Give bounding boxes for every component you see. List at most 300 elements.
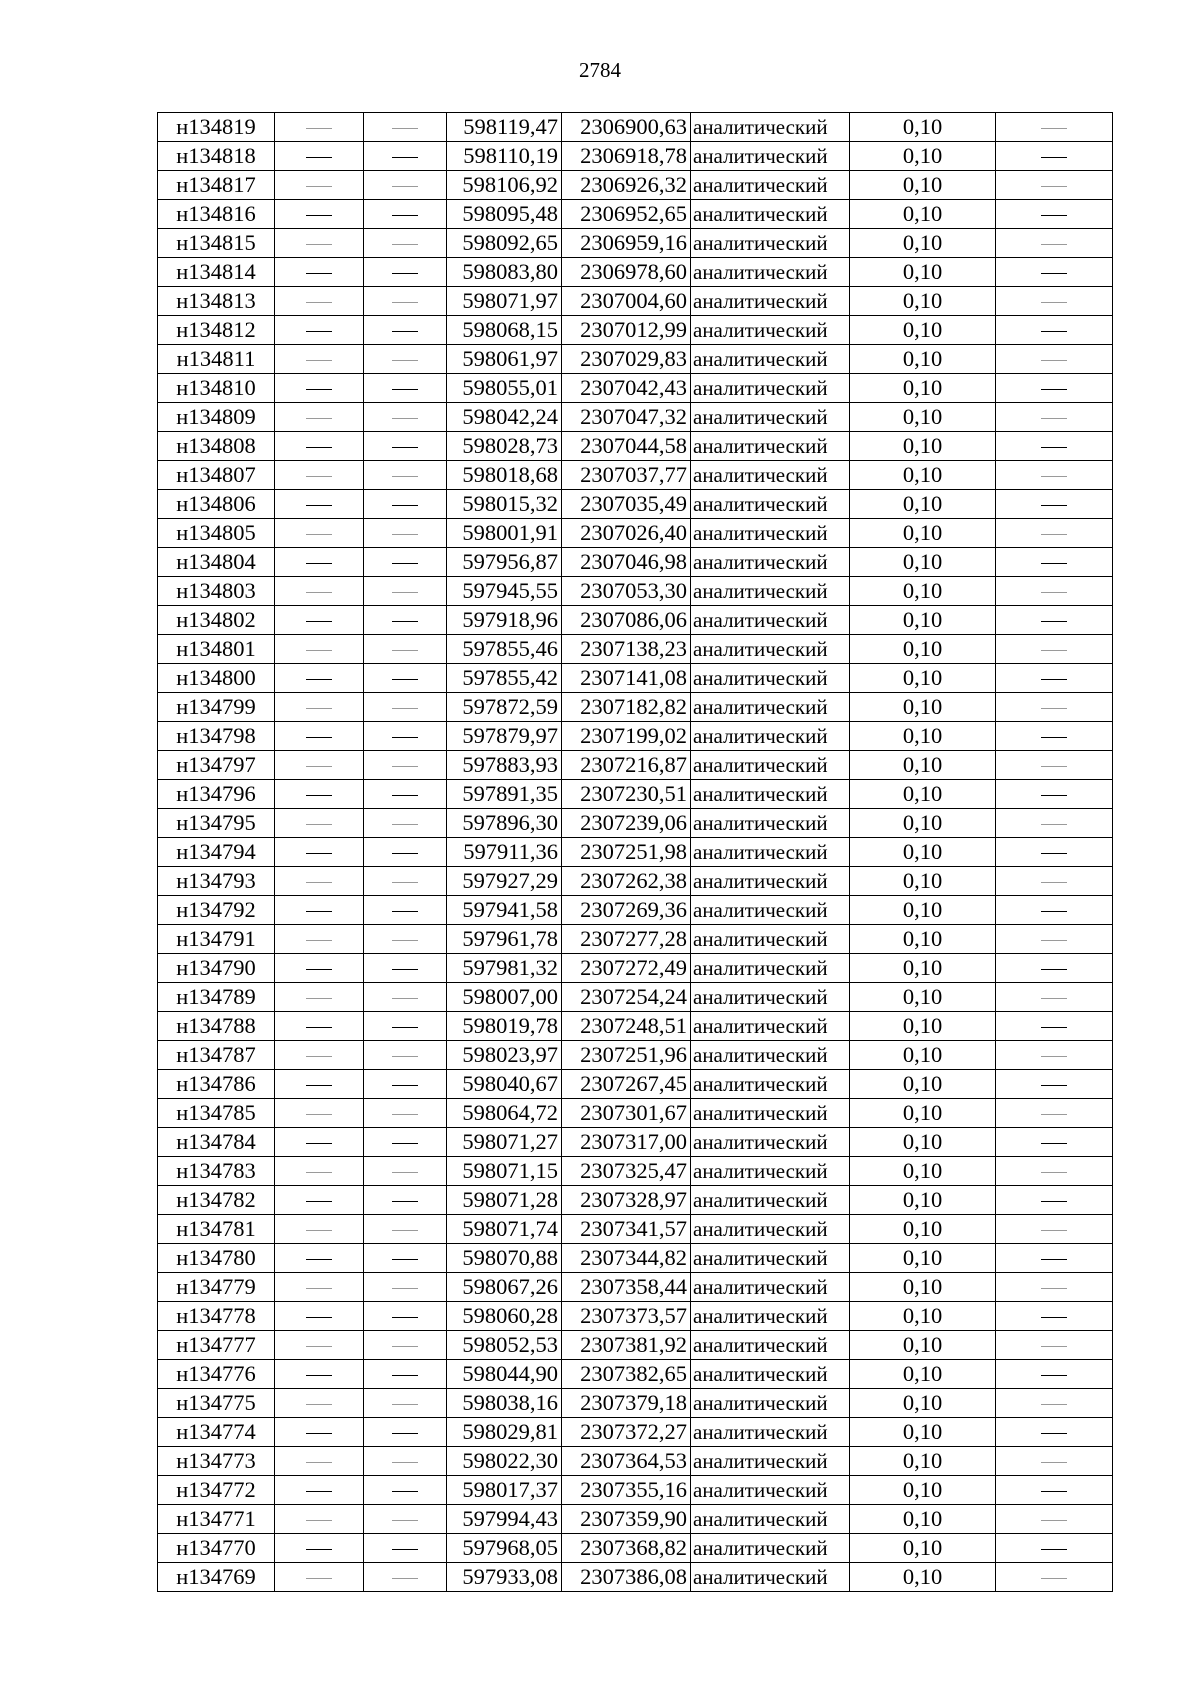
accuracy-cell: 0,10	[850, 490, 996, 519]
dash-mark	[392, 737, 418, 738]
method-cell: аналитический	[691, 490, 850, 519]
method-cell: аналитический	[691, 1302, 850, 1331]
dash-mark	[306, 940, 332, 941]
description-cell	[996, 1302, 1113, 1331]
method-cell: аналитический	[691, 1099, 850, 1128]
old-y-cell	[364, 635, 447, 664]
table-row	[158, 1186, 1113, 1215]
point-name-cell: н134771	[158, 1505, 275, 1534]
table-row	[158, 1447, 1113, 1476]
new-x-cell: 598028,73	[447, 432, 562, 461]
dash-mark	[306, 331, 332, 332]
dash-mark	[306, 1346, 332, 1347]
dash-mark	[1041, 534, 1067, 535]
table-row	[158, 490, 1113, 519]
old-x-cell	[275, 1273, 364, 1302]
new-y-cell: 2307368,82	[562, 1534, 691, 1563]
point-name-cell: н134772	[158, 1476, 275, 1505]
description-cell	[996, 316, 1113, 345]
old-y-cell	[364, 519, 447, 548]
accuracy-cell: 0,10	[850, 1273, 996, 1302]
dash-mark	[306, 737, 332, 738]
point-name-cell: н134776	[158, 1360, 275, 1389]
point-name-cell: н134807	[158, 461, 275, 490]
point-name-cell: н134774	[158, 1418, 275, 1447]
old-y-cell	[364, 1157, 447, 1186]
dash-mark	[306, 621, 332, 622]
dash-mark	[1041, 186, 1067, 187]
new-y-cell: 2307026,40	[562, 519, 691, 548]
old-x-cell	[275, 548, 364, 577]
old-x-cell	[275, 925, 364, 954]
new-x-cell: 597883,93	[447, 751, 562, 780]
point-name-cell: н134791	[158, 925, 275, 954]
page-number: 2784	[579, 58, 621, 82]
table-row	[158, 1070, 1113, 1099]
new-y-cell: 2307341,57	[562, 1215, 691, 1244]
dash-mark	[306, 650, 332, 651]
description-cell	[996, 432, 1113, 461]
new-y-cell: 2307042,43	[562, 374, 691, 403]
old-x-cell	[275, 896, 364, 925]
table-row	[158, 287, 1113, 316]
old-x-cell	[275, 403, 364, 432]
old-x-cell	[275, 171, 364, 200]
new-y-cell: 2307138,23	[562, 635, 691, 664]
old-x-cell	[275, 809, 364, 838]
method-cell: аналитический	[691, 403, 850, 432]
table-row	[158, 1302, 1113, 1331]
point-name-cell: н134819	[158, 113, 275, 142]
table-row	[158, 1041, 1113, 1070]
dash-mark	[392, 1143, 418, 1144]
new-x-cell: 597941,58	[447, 896, 562, 925]
dash-mark	[306, 882, 332, 883]
description-cell	[996, 1505, 1113, 1534]
new-y-cell: 2307358,44	[562, 1273, 691, 1302]
dash-mark	[392, 853, 418, 854]
point-name-cell: н134808	[158, 432, 275, 461]
new-y-cell: 2307372,27	[562, 1418, 691, 1447]
dash-mark	[306, 708, 332, 709]
dash-mark	[392, 998, 418, 999]
old-y-cell	[364, 838, 447, 867]
point-name-cell: н134790	[158, 954, 275, 983]
method-cell: аналитический	[691, 374, 850, 403]
dash-mark	[1041, 708, 1067, 709]
new-y-cell: 2307301,67	[562, 1099, 691, 1128]
new-y-cell: 2307262,38	[562, 867, 691, 896]
dash-mark	[1041, 969, 1067, 970]
method-cell: аналитический	[691, 925, 850, 954]
old-x-cell	[275, 200, 364, 229]
dash-mark	[392, 1085, 418, 1086]
coordinates-table	[157, 112, 1113, 1592]
old-y-cell	[364, 780, 447, 809]
old-y-cell	[364, 1041, 447, 1070]
description-cell	[996, 635, 1113, 664]
new-x-cell: 598071,97	[447, 287, 562, 316]
dash-mark	[306, 911, 332, 912]
point-name-cell: н134781	[158, 1215, 275, 1244]
point-name-cell: н134793	[158, 867, 275, 896]
dash-mark	[392, 389, 418, 390]
method-cell: аналитический	[691, 838, 850, 867]
dash-mark	[306, 1520, 332, 1521]
description-cell	[996, 1273, 1113, 1302]
old-x-cell	[275, 374, 364, 403]
description-cell	[996, 954, 1113, 983]
old-y-cell	[364, 200, 447, 229]
description-cell	[996, 722, 1113, 751]
new-y-cell: 2307373,57	[562, 1302, 691, 1331]
method-cell: аналитический	[691, 606, 850, 635]
accuracy-cell: 0,10	[850, 925, 996, 954]
point-name-cell: н134802	[158, 606, 275, 635]
new-x-cell: 598119,47	[447, 113, 562, 142]
old-x-cell	[275, 229, 364, 258]
new-y-cell: 2307086,06	[562, 606, 691, 635]
accuracy-cell: 0,10	[850, 693, 996, 722]
table-row	[158, 548, 1113, 577]
dash-mark	[306, 273, 332, 274]
dash-mark	[392, 795, 418, 796]
table-row	[158, 1505, 1113, 1534]
new-y-cell: 2306978,60	[562, 258, 691, 287]
new-y-cell: 2307317,00	[562, 1128, 691, 1157]
old-y-cell	[364, 954, 447, 983]
dash-mark	[306, 1259, 332, 1260]
point-name-cell: н134804	[158, 548, 275, 577]
new-y-cell: 2307364,53	[562, 1447, 691, 1476]
new-y-cell: 2307359,90	[562, 1505, 691, 1534]
dash-mark	[392, 621, 418, 622]
old-x-cell	[275, 1157, 364, 1186]
old-x-cell	[275, 954, 364, 983]
new-x-cell: 598095,48	[447, 200, 562, 229]
old-y-cell	[364, 1331, 447, 1360]
dash-mark	[392, 708, 418, 709]
dash-mark	[306, 1027, 332, 1028]
description-cell	[996, 1070, 1113, 1099]
point-name-cell: н134817	[158, 171, 275, 200]
dash-mark	[306, 1056, 332, 1057]
dash-mark	[1041, 1549, 1067, 1550]
old-y-cell	[364, 432, 447, 461]
dash-mark	[392, 447, 418, 448]
accuracy-cell: 0,10	[850, 780, 996, 809]
dash-mark	[306, 1114, 332, 1115]
new-x-cell: 598015,32	[447, 490, 562, 519]
new-x-cell: 598060,28	[447, 1302, 562, 1331]
method-cell: аналитический	[691, 171, 850, 200]
old-y-cell	[364, 1505, 447, 1534]
table-row	[158, 200, 1113, 229]
dash-mark	[1041, 273, 1067, 274]
description-cell	[996, 780, 1113, 809]
point-name-cell: н134803	[158, 577, 275, 606]
accuracy-cell: 0,10	[850, 345, 996, 374]
point-name-cell: н134773	[158, 1447, 275, 1476]
description-cell	[996, 1215, 1113, 1244]
old-y-cell	[364, 1360, 447, 1389]
accuracy-cell: 0,10	[850, 1244, 996, 1273]
new-x-cell: 597918,96	[447, 606, 562, 635]
dash-mark	[392, 1404, 418, 1405]
new-x-cell: 597956,87	[447, 548, 562, 577]
method-cell: аналитический	[691, 1505, 850, 1534]
point-name-cell: н134795	[158, 809, 275, 838]
accuracy-cell: 0,10	[850, 751, 996, 780]
description-cell	[996, 519, 1113, 548]
accuracy-cell: 0,10	[850, 1157, 996, 1186]
method-cell: аналитический	[691, 722, 850, 751]
point-name-cell: н134811	[158, 345, 275, 374]
accuracy-cell: 0,10	[850, 1476, 996, 1505]
old-y-cell	[364, 1302, 447, 1331]
dash-mark	[306, 1462, 332, 1463]
accuracy-cell: 0,10	[850, 548, 996, 577]
accuracy-cell: 0,10	[850, 1215, 996, 1244]
method-cell: аналитический	[691, 200, 850, 229]
new-x-cell: 598070,88	[447, 1244, 562, 1273]
table-row	[158, 722, 1113, 751]
dash-mark	[1041, 244, 1067, 245]
dash-mark	[392, 1027, 418, 1028]
point-name-cell: н134809	[158, 403, 275, 432]
dash-mark	[306, 418, 332, 419]
table-row	[158, 519, 1113, 548]
dash-mark	[392, 1056, 418, 1057]
dash-mark	[1041, 911, 1067, 912]
coordinates-table-body	[158, 113, 1113, 1592]
new-x-cell: 597891,35	[447, 780, 562, 809]
accuracy-cell: 0,10	[850, 1331, 996, 1360]
dash-mark	[306, 1201, 332, 1202]
description-cell	[996, 1418, 1113, 1447]
new-x-cell: 598029,81	[447, 1418, 562, 1447]
new-y-cell: 2307053,30	[562, 577, 691, 606]
new-y-cell: 2306900,63	[562, 113, 691, 142]
dash-mark	[392, 563, 418, 564]
dash-mark	[306, 1143, 332, 1144]
old-x-cell	[275, 577, 364, 606]
dash-mark	[1041, 331, 1067, 332]
accuracy-cell: 0,10	[850, 287, 996, 316]
accuracy-cell: 0,10	[850, 1389, 996, 1418]
new-x-cell: 597961,78	[447, 925, 562, 954]
dash-mark	[1041, 1462, 1067, 1463]
dash-mark	[1041, 360, 1067, 361]
dash-mark	[306, 1317, 332, 1318]
dash-mark	[1041, 882, 1067, 883]
dash-mark	[392, 302, 418, 303]
old-x-cell	[275, 1505, 364, 1534]
dash-mark	[306, 302, 332, 303]
accuracy-cell: 0,10	[850, 142, 996, 171]
new-x-cell: 598092,65	[447, 229, 562, 258]
dash-mark	[392, 911, 418, 912]
dash-mark	[1041, 1346, 1067, 1347]
method-cell: аналитический	[691, 519, 850, 548]
old-y-cell	[364, 1070, 447, 1099]
new-x-cell: 598110,19	[447, 142, 562, 171]
dash-mark	[392, 592, 418, 593]
old-y-cell	[364, 374, 447, 403]
point-name-cell: н134783	[158, 1157, 275, 1186]
old-y-cell	[364, 1476, 447, 1505]
new-x-cell: 598071,74	[447, 1215, 562, 1244]
table-row	[158, 171, 1113, 200]
description-cell	[996, 1244, 1113, 1273]
table-row	[158, 1476, 1113, 1505]
new-y-cell: 2307037,77	[562, 461, 691, 490]
new-y-cell: 2307182,82	[562, 693, 691, 722]
new-x-cell: 597855,42	[447, 664, 562, 693]
method-cell: аналитический	[691, 809, 850, 838]
old-x-cell	[275, 635, 364, 664]
new-x-cell: 597896,30	[447, 809, 562, 838]
old-x-cell	[275, 316, 364, 345]
table-row	[158, 316, 1113, 345]
accuracy-cell: 0,10	[850, 200, 996, 229]
method-cell: аналитический	[691, 1215, 850, 1244]
dash-mark	[306, 186, 332, 187]
old-y-cell	[364, 1447, 447, 1476]
dash-mark	[1041, 563, 1067, 564]
old-x-cell	[275, 606, 364, 635]
old-x-cell	[275, 1128, 364, 1157]
dash-mark	[306, 157, 332, 158]
new-y-cell: 2307044,58	[562, 432, 691, 461]
description-cell	[996, 1186, 1113, 1215]
dash-mark	[392, 1375, 418, 1376]
description-cell	[996, 142, 1113, 171]
dash-mark	[306, 795, 332, 796]
new-y-cell: 2307248,51	[562, 1012, 691, 1041]
old-x-cell	[275, 1360, 364, 1389]
old-y-cell	[364, 171, 447, 200]
dash-mark	[392, 969, 418, 970]
coordinates-table-wrapper	[157, 112, 1113, 1592]
accuracy-cell: 0,10	[850, 316, 996, 345]
old-x-cell	[275, 1186, 364, 1215]
dash-mark	[392, 766, 418, 767]
dash-mark	[1041, 1259, 1067, 1260]
new-y-cell: 2306926,32	[562, 171, 691, 200]
accuracy-cell: 0,10	[850, 1534, 996, 1563]
table-row	[158, 1563, 1113, 1592]
method-cell: аналитический	[691, 142, 850, 171]
dash-mark	[1041, 1056, 1067, 1057]
table-row	[158, 925, 1113, 954]
new-y-cell: 2307047,32	[562, 403, 691, 432]
accuracy-cell: 0,10	[850, 1563, 996, 1592]
dash-mark	[1041, 302, 1067, 303]
old-y-cell	[364, 403, 447, 432]
dash-mark	[1041, 505, 1067, 506]
dash-mark	[306, 969, 332, 970]
point-name-cell: н134786	[158, 1070, 275, 1099]
new-y-cell: 2307381,92	[562, 1331, 691, 1360]
description-cell	[996, 345, 1113, 374]
point-name-cell: н134810	[158, 374, 275, 403]
dash-mark	[392, 244, 418, 245]
description-cell	[996, 693, 1113, 722]
accuracy-cell: 0,10	[850, 1360, 996, 1389]
dash-mark	[306, 1578, 332, 1579]
old-y-cell	[364, 1128, 447, 1157]
dash-mark	[306, 1288, 332, 1289]
dash-mark	[392, 1317, 418, 1318]
description-cell	[996, 606, 1113, 635]
point-name-cell: н134789	[158, 983, 275, 1012]
accuracy-cell: 0,10	[850, 809, 996, 838]
dash-mark	[1041, 1143, 1067, 1144]
dash-mark	[392, 1172, 418, 1173]
dash-mark	[306, 128, 332, 129]
dash-mark	[1041, 679, 1067, 680]
method-cell: аналитический	[691, 229, 850, 258]
old-y-cell	[364, 1244, 447, 1273]
old-y-cell	[364, 287, 447, 316]
dash-mark	[306, 1433, 332, 1434]
description-cell	[996, 1534, 1113, 1563]
point-name-cell: н134784	[158, 1128, 275, 1157]
accuracy-cell: 0,10	[850, 1447, 996, 1476]
dash-mark	[392, 157, 418, 158]
table-row	[158, 1389, 1113, 1418]
old-x-cell	[275, 461, 364, 490]
dash-mark	[1041, 1433, 1067, 1434]
table-row	[158, 1215, 1113, 1244]
description-cell	[996, 1157, 1113, 1186]
description-cell	[996, 577, 1113, 606]
new-y-cell: 2307029,83	[562, 345, 691, 374]
point-name-cell: н134775	[158, 1389, 275, 1418]
table-row	[158, 693, 1113, 722]
point-name-cell: н134812	[158, 316, 275, 345]
dash-mark	[1041, 1027, 1067, 1028]
dash-mark	[392, 534, 418, 535]
table-row	[158, 1418, 1113, 1447]
description-cell	[996, 490, 1113, 519]
old-y-cell	[364, 113, 447, 142]
description-cell	[996, 1128, 1113, 1157]
dash-mark	[1041, 1404, 1067, 1405]
table-row	[158, 867, 1113, 896]
point-name-cell: н134796	[158, 780, 275, 809]
old-x-cell	[275, 1418, 364, 1447]
new-y-cell: 2307355,16	[562, 1476, 691, 1505]
dash-mark	[306, 679, 332, 680]
description-cell	[996, 983, 1113, 1012]
description-cell	[996, 751, 1113, 780]
new-y-cell: 2307230,51	[562, 780, 691, 809]
new-y-cell: 2307046,98	[562, 548, 691, 577]
point-name-cell: н134813	[158, 287, 275, 316]
old-x-cell	[275, 1244, 364, 1273]
dash-mark	[306, 1230, 332, 1231]
point-name-cell: н134799	[158, 693, 275, 722]
table-row	[158, 635, 1113, 664]
new-x-cell: 598106,92	[447, 171, 562, 200]
old-x-cell	[275, 142, 364, 171]
new-x-cell: 598023,97	[447, 1041, 562, 1070]
old-y-cell	[364, 577, 447, 606]
dash-mark	[392, 215, 418, 216]
new-y-cell: 2307254,24	[562, 983, 691, 1012]
